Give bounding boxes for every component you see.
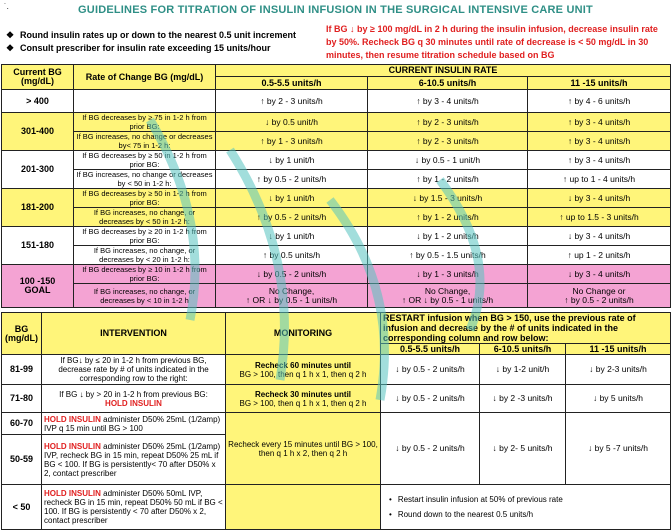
rate-col-header: 6-10.5 units/h [480, 344, 566, 355]
rate-change-cell: No Change or ↑ by 0.5 - 2 units/h [528, 284, 671, 308]
rate-of-change-cell: If BG decreases by ≥ 10 in 1-2 h from prior BG: [74, 265, 216, 284]
goal-bg-range-cell: 100 -150 GOAL [2, 265, 74, 308]
restart-rate-cell: ↓ by 2 -3 units/h [480, 385, 566, 413]
hold-insulin-label: HOLD INSULIN [44, 489, 101, 498]
rate-col-header: 0.5-5.5 units/h [216, 77, 368, 90]
rate-of-change-cell: If BG increases, no change, or decreases by < 50 in 1-2 h: [74, 208, 216, 227]
bg-range-cell: < 50 [2, 485, 42, 530]
diamond-bullet-icon: ❖ [6, 43, 15, 53]
rate-change-cell: ↓ by 1 unit/h [216, 151, 368, 170]
rate-change-cell: ↑ up to 1.5 - 3 units/h [528, 208, 671, 227]
bg-range-cell: 50-59 [2, 435, 42, 485]
bg-range-cell: 71-80 [2, 385, 42, 413]
hold-insulin-label: HOLD INSULIN [105, 398, 162, 408]
rate-change-cell: ↑ by 1 - 2 units/h [368, 170, 528, 189]
diamond-bullet-icon: ❖ [6, 30, 15, 40]
rate-of-change-cell: If BG decreases by ≥ 20 in 1-2 h from prior BG: [74, 227, 216, 246]
intervention-cell: HOLD INSULIN administer D50% 50mL IVP, recheck BG in 15 min, repeat D50% 50 mL if BG < 100. If BG is persistently < 70 after D50% x 2, contact prescriber [42, 485, 226, 530]
intervention-cell: HOLD INSULIN administer D50% 25mL (1/2amp) IVP, recheck BG in 15 min, repeat D50% 25 mL if BG < 100. If BG is persistently< 70 after D50% x 2, contact prescriber [42, 435, 226, 485]
restart-rate-cell: ↓ by 2-3 units/h [566, 355, 671, 385]
rate-of-change-cell: If BG increases, no change, or decreases by < 10 in 1-2 h [74, 284, 216, 308]
rate-change-cell: ↑ by 3 - 4 units/h [368, 90, 528, 113]
hypoglycemia-table [1, 312, 671, 530]
hold-insulin-label: HOLD INSULIN [44, 414, 101, 424]
monitoring-cell [226, 485, 381, 530]
rate-change-cell: ↓ by 1.5 - 3 units/h [368, 189, 528, 208]
restart-rate-cell: ↓ by 2- 5 units/h [480, 413, 566, 485]
rate-change-cell: ↓ by 3 - 4 units/h [528, 265, 671, 284]
restart-rate-cell: ↓ by 5 -7 units/h [566, 413, 671, 485]
rate-col-header: 0.5-5.5 units/h [381, 344, 480, 355]
monitoring-cell: Recheck 30 minutes until BG > 100, then q 1 h x 1, then q 2 h [226, 385, 381, 413]
intervention-cell: HOLD INSULIN administer D50% 25mL (1/2amp) IVP q 15 min until BG > 100 [42, 413, 226, 435]
bg-range-cell: 181-200 [2, 189, 74, 227]
restart-rate-cell: ↓ by 0.5 - 2 units/h [381, 355, 480, 385]
note-item: ❖ Consult prescriber for insulin rate exceeding 15 units/hour [6, 43, 271, 53]
rate-change-cell: ↓ by 0.5 - 2 units/h [216, 265, 368, 284]
rate-col-header: 6-10.5 units/h [368, 77, 528, 90]
rate-change-cell: ↑ by 1 - 3 units/h [216, 132, 368, 151]
rate-change-cell: ↓ by 0.5 - 1 unit/h [368, 151, 528, 170]
rate-change-cell: ↑ by 0.5 units/h [216, 246, 368, 265]
bg-range-cell: 151-180 [2, 227, 74, 265]
goal-label: GOAL [24, 285, 51, 295]
rate-change-cell: ↑ up 1 - 2 units/h [528, 246, 671, 265]
titration-table [1, 64, 671, 308]
bg-header: BG (mg/dL) [2, 313, 42, 355]
rate-change-cell: ↑ by 1 - 2 units/h [368, 208, 528, 227]
rate-change-cell: ↑ by 4 - 6 units/h [528, 90, 671, 113]
hold-insulin-label: HOLD INSULIN [44, 441, 101, 451]
intervention-header: INTERVENTION [42, 313, 226, 355]
rate-of-change-cell: If BG increases, no change or decreases by< 75 in 1-2 h: [74, 132, 216, 151]
restart-header: RESTART infusion when BG > 150, use the previous rate of infusion and decrease by the # of units indicated in the corresponding column and row below: [381, 313, 671, 344]
bg-range-cell: > 400 [2, 90, 74, 113]
rate-change-cell: ↓ by 1 unit/h [216, 227, 368, 246]
rate-of-change-cell: If BG decreases by ≥ 50 in 1-2 h from prior BG: [74, 189, 216, 208]
rate-change-cell: ↑ by 2 - 3 units/h [216, 90, 368, 113]
bg-range-cell: 81-99 [2, 355, 42, 385]
corner-mark: ˙. [4, 2, 9, 11]
restart-note: • Round down to the nearest 0.5 units/h [389, 510, 668, 519]
restart-note: • Restart insulin infusion at 50% of previous rate [389, 495, 668, 504]
current-rate-header: CURRENT INSULIN RATE [216, 65, 671, 77]
current-bg-header: Current BG (mg/dL) [2, 65, 74, 90]
rate-change-cell: No Change, ↑ OR ↓ by 0.5 - 1 units/h [368, 284, 528, 308]
rapid-drop-warning: If BG ↓ by ≥ 100 mg/dL in 2 h during the insulin infusion, decrease insulin rate by 50%. Recheck BG q 30 minutes until rate of decrease is < 50 mg/dL in 30 minutes, then resume titration schedule based on BG [326, 24, 658, 60]
rate-change-cell: No Change, ↑ OR ↓ by 0.5 - 1 units/h [216, 284, 368, 308]
rate-change-cell: ↓ by 0.5 unit/h [216, 113, 368, 132]
rate-of-change-header: Rate of Change BG (mg/dL) [74, 65, 216, 90]
empty-cell [74, 90, 216, 113]
restart-rate-cell: ↓ by 5 units/h [566, 385, 671, 413]
rate-change-cell: ↓ by 3 - 4 units/h [528, 189, 671, 208]
rate-change-cell: ↑ by 0.5 - 2 units/h [216, 208, 368, 227]
rate-change-cell: ↓ by 1 - 2 units/h [368, 227, 528, 246]
restart-rate-cell: ↓ by 1-2 unit/h [480, 355, 566, 385]
monitoring-header: MONITORING [226, 313, 381, 355]
rate-change-cell: ↓ by 1 unit/h [216, 189, 368, 208]
rate-of-change-cell: If BG decreases by ≥ 75 in 1-2 h from prior BG: [74, 113, 216, 132]
rate-col-header: 11 -15 units/h [566, 344, 671, 355]
restart-rate-cell: ↓ by 0.5 - 2 units/h [381, 413, 480, 485]
restart-notes-cell [381, 485, 671, 530]
rate-change-cell: ↑ by 0.5 - 2 units/h [216, 170, 368, 189]
rate-change-cell: ↑ by 3 - 4 units/h [528, 151, 671, 170]
intervention-cell: If BG↓ by ≤ 20 in 1-2 h from previous BG, decrease rate by # of units indicated in the corresponding row to the right: [42, 355, 226, 385]
note-item: ❖ Round insulin rates up or down to the nearest 0.5 unit increment [6, 30, 297, 40]
general-notes [6, 29, 321, 55]
intervention-cell: If BG ↓ by > 20 in 1-2 h from previous BG: HOLD INSULIN [42, 385, 226, 413]
rate-change-cell: ↑ by 3 - 4 units/h [528, 113, 671, 132]
rate-of-change-cell: If BG increases, no change or decreases by < 50 in 1-2 h: [74, 170, 216, 189]
rate-change-cell: ↓ by 1 - 3 units/h [368, 265, 528, 284]
monitoring-cell: Recheck 60 minutes until BG > 100, then q 1 h x 1, then q 2 h [226, 355, 381, 385]
rate-of-change-cell: If BG decreases by ≥ 50 in 1-2 h from prior BG: [74, 151, 216, 170]
rate-change-cell: ↑ by 3 - 4 units/h [528, 132, 671, 151]
rate-col-header: 11 -15 units/h [528, 77, 671, 90]
restart-rate-cell: ↓ by 0.5 - 2 units/h [381, 385, 480, 413]
rate-of-change-cell: If BG increases, no change, or decreases by < 20 in 1-2 h: [74, 246, 216, 265]
bg-range-cell: 301-400 [2, 113, 74, 151]
bg-range-cell: 60-70 [2, 413, 42, 435]
rate-change-cell: ↑ by 0.5 - 1.5 units/h [368, 246, 528, 265]
rate-change-cell: ↑ by 2 - 3 units/h [368, 113, 528, 132]
page-title: GUIDELINES FOR TITRATION OF INSULIN INFUSION IN THE SURGICAL INTENSIVE CARE UNIT [78, 4, 593, 16]
bg-range-cell: 201-300 [2, 151, 74, 189]
rate-change-cell: ↓ by 3 - 4 units/h [528, 227, 671, 246]
rate-change-cell: ↑ up to 1 - 4 units/h [528, 170, 671, 189]
rate-change-cell: ↑ by 2 - 3 units/h [368, 132, 528, 151]
monitoring-cell: Recheck every 15 minutes until BG > 100, then q 1 h x 2, then q 2 h [226, 413, 381, 485]
